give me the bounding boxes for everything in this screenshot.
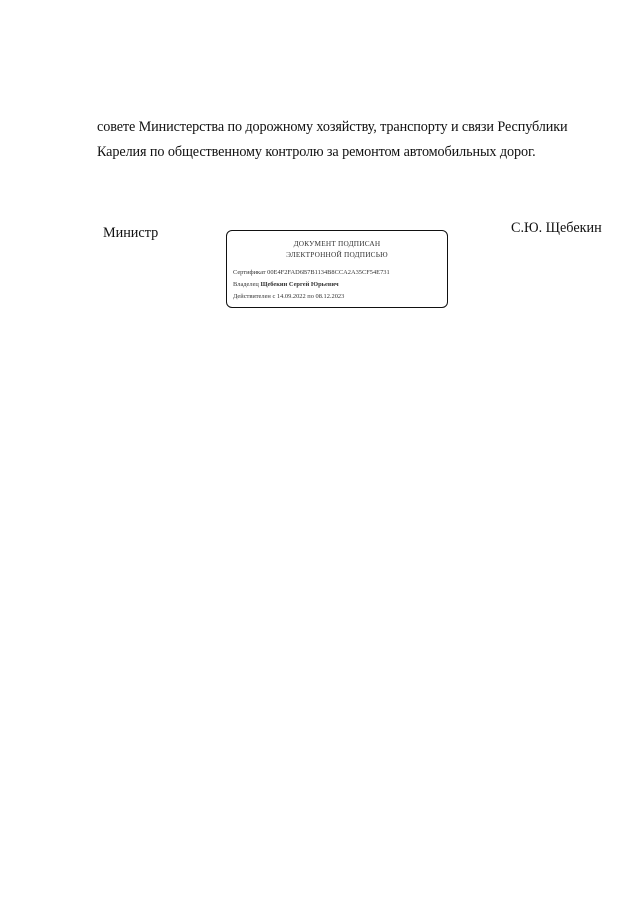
stamp-valid-to: 08.12.2023 — [315, 293, 345, 300]
stamp-certificate-label: Сертификат — [233, 269, 266, 276]
stamp-header-line-1: ДОКУМЕНТ ПОДПИСАН — [293, 239, 381, 248]
stamp-valid-from: 14.09.2022 — [276, 293, 306, 300]
stamp-owner-value: Щебекин Сергей Юрьевич — [260, 281, 339, 288]
body-text-line-2: Карелия по общественному контролю за ремонтом автомобильных дорог. — [97, 144, 536, 160]
stamp-owner-label: Владелец — [233, 281, 259, 288]
stamp-certificate-row — [233, 269, 390, 276]
signatory-role: Министр — [103, 225, 159, 241]
stamp-header-line-2: ЭЛЕКТРОННОЙ ПОДПИСЬЮ — [286, 250, 388, 259]
stamp-valid-from-label: с — [272, 293, 276, 300]
stamp-certificate-value: 00E4F2FAD6B7B1134B8CCA2A35CF54E731 — [267, 269, 390, 276]
signatory-name: С.Ю. Щебекин — [511, 220, 602, 236]
electronic-signature-stamp — [226, 230, 448, 308]
stamp-validity-row — [233, 293, 344, 300]
stamp-valid-label: Действителен — [233, 293, 271, 300]
body-text-line-1: совете Министерства по дорожному хозяйству, транспорту и связи Республики — [97, 119, 568, 135]
stamp-valid-to-label: по — [307, 293, 314, 300]
stamp-owner-row — [233, 281, 339, 288]
